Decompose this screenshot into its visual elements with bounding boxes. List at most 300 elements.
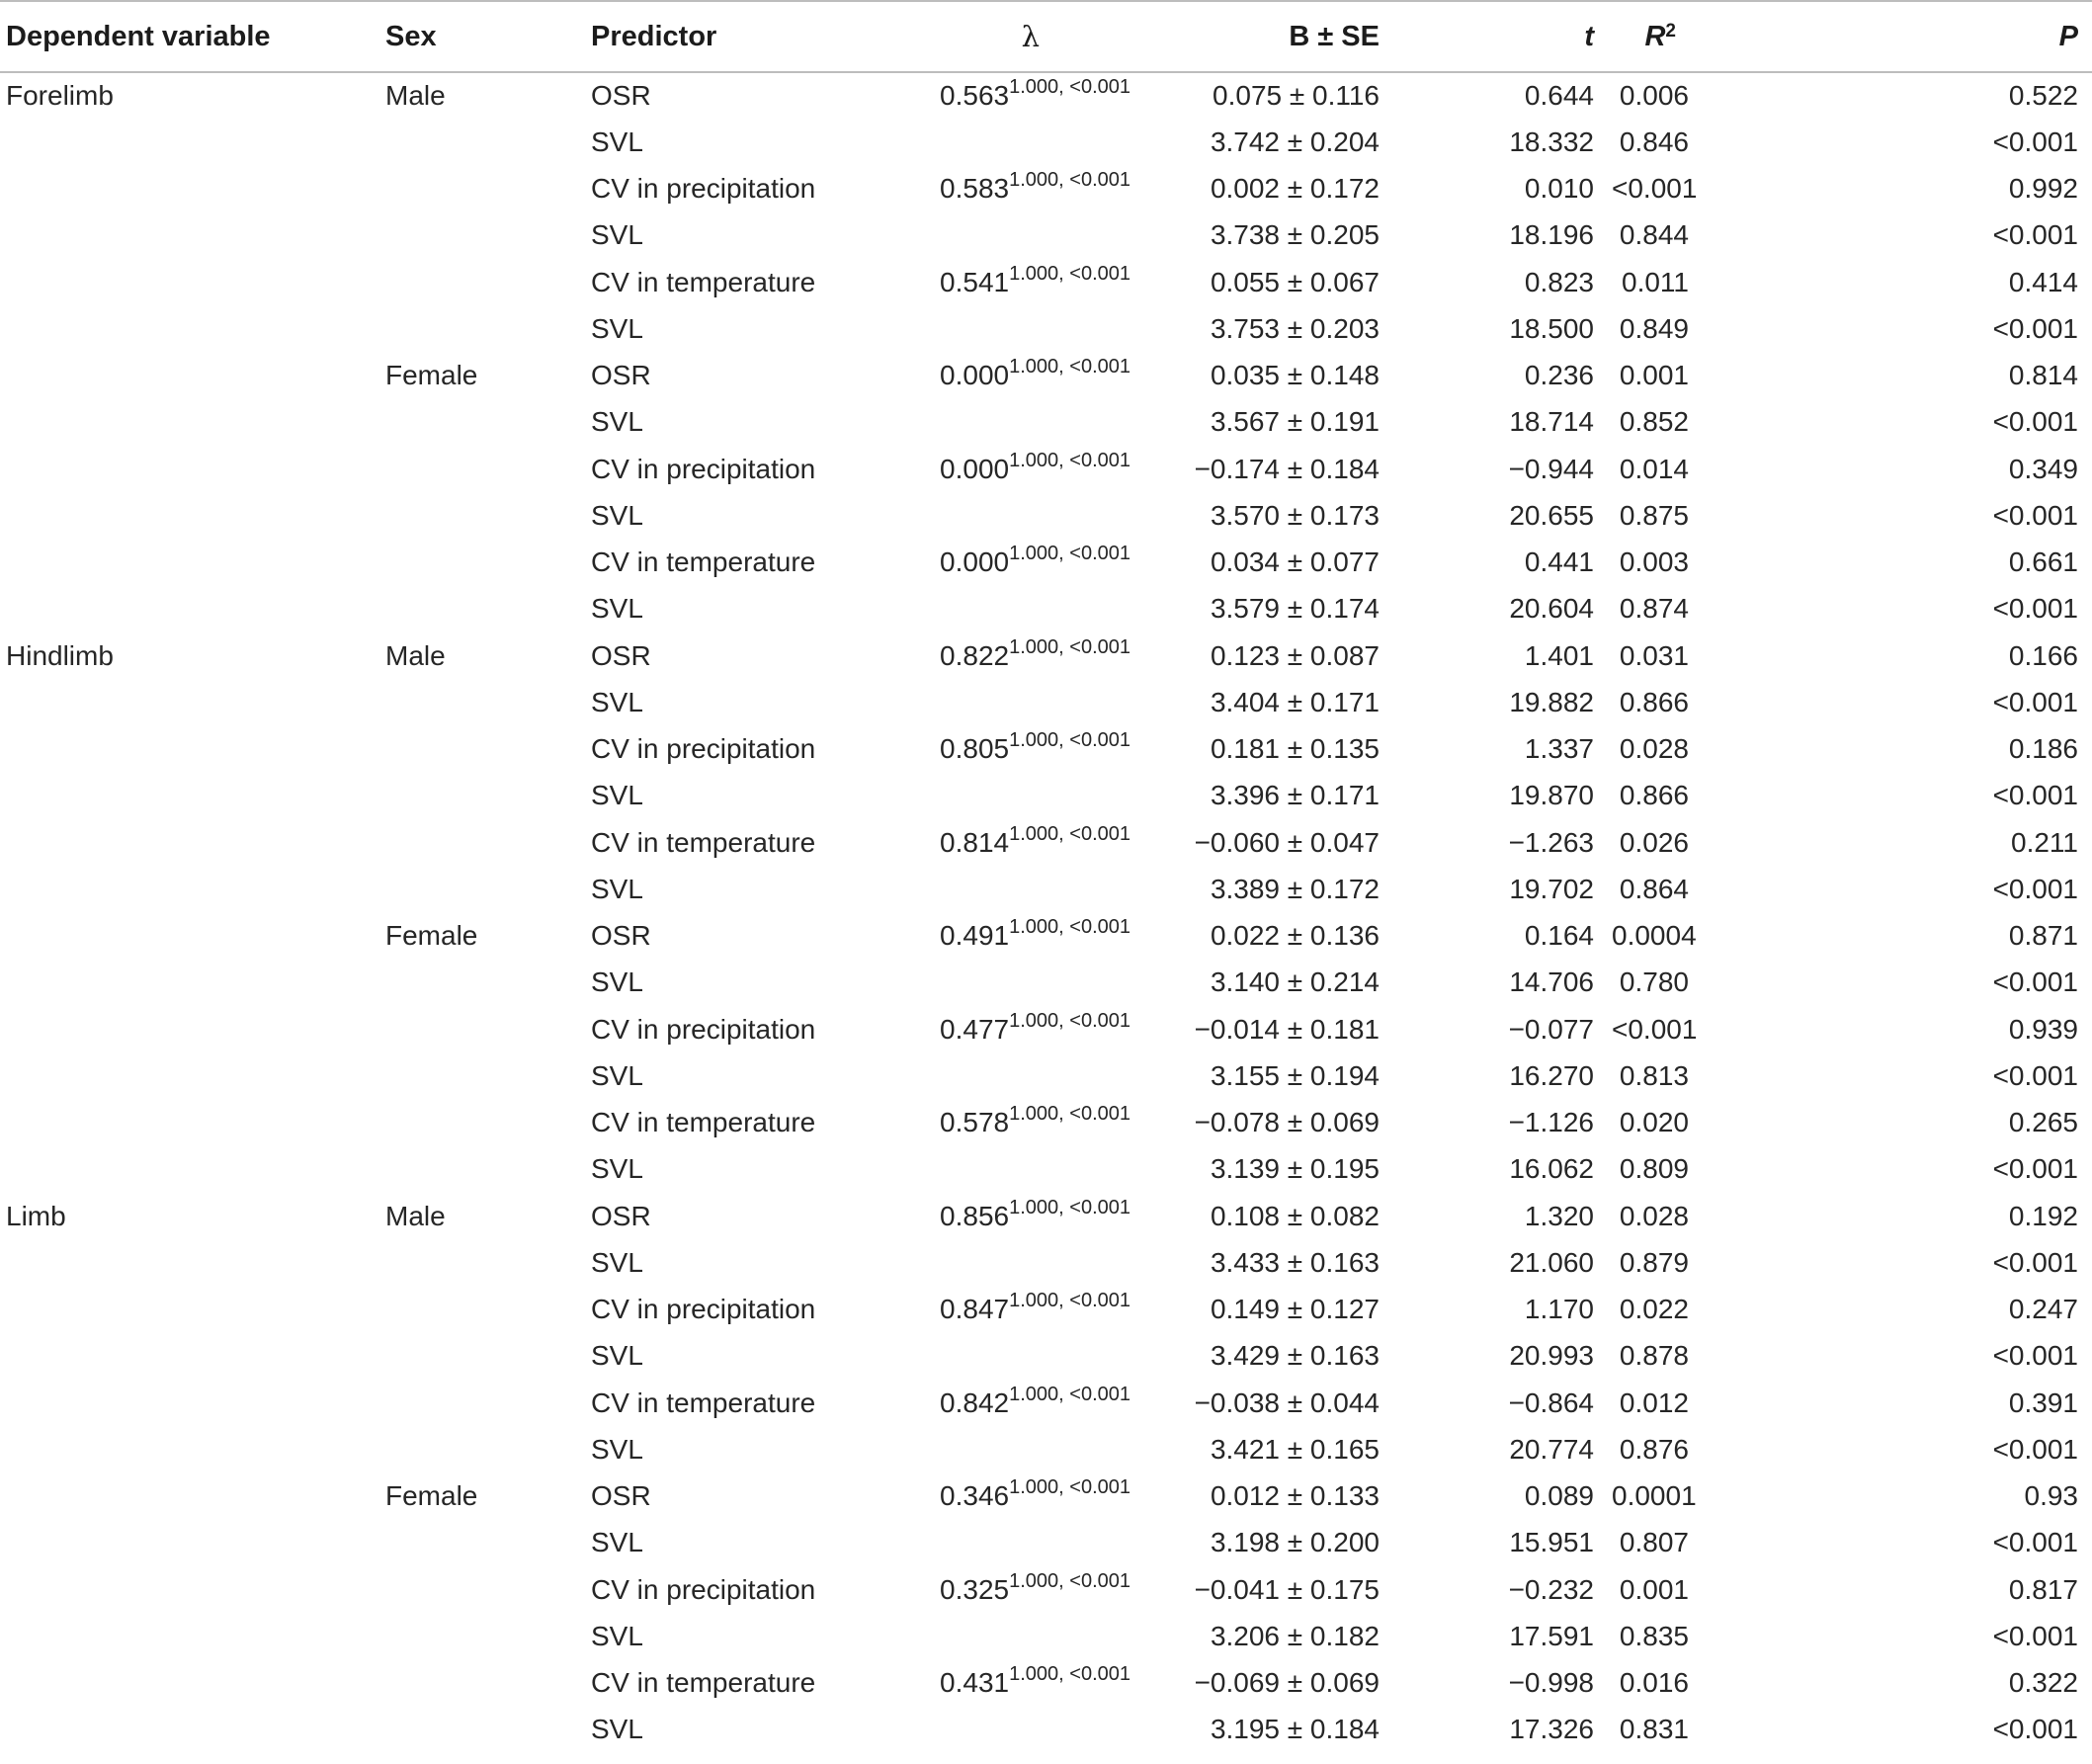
lambda-superscript: 1.000, <0.001 [1009,822,1130,845]
cell-sex [385,1613,591,1659]
cell-r-squared: 0.028 [1619,733,1689,765]
cell-lambda [927,632,1139,679]
cell-dependent-variable: Hindlimb [6,639,114,671]
cell-lambda [927,1660,1139,1707]
cell-p: 0.192 [2008,1200,2078,1231]
table-row [0,1380,2092,1426]
cell-dependent-variable [0,913,385,960]
cell-sex [385,1239,591,1286]
cell-r-squared: 0.006 [1619,80,1689,112]
cell-predictor: CV in precipitation [591,1013,816,1045]
cell-p: 0.414 [2008,266,2078,297]
cell-predictor: SVL [591,406,643,438]
cell-sex: Male [385,80,446,112]
cell-t: 20.655 [1509,499,1594,531]
cell-sex [385,259,591,305]
table-row [0,1287,2092,1333]
cell-t: −0.944 [1508,453,1594,484]
cell-dependent-variable [0,446,385,492]
cell-dependent-variable: Forelimb [6,80,114,112]
cell-lambda [927,726,1139,773]
cell-r-squared: 0.012 [1619,1386,1689,1418]
cell-r-squared: 0.014 [1619,453,1689,484]
table-row [0,1426,2092,1472]
table-row [0,72,2092,119]
cell-sex [385,1100,591,1146]
cell-predictor: SVL [591,966,643,998]
cell-lambda [927,1380,1139,1426]
lambda-superscript: 1.000, <0.001 [1009,1009,1130,1032]
cell-b-se: 3.429 ± 0.163 [1210,1340,1380,1372]
cell-p: 0.247 [2008,1294,2078,1325]
cell-sex [385,446,591,492]
cell-p: <0.001 [1992,1246,2078,1278]
cell-lambda [927,492,1139,539]
lambda-value: 0.856 [940,1200,1010,1231]
cell-p: 0.661 [2008,546,2078,578]
cell-dependent-variable: Limb [6,1200,66,1231]
cell-t: 14.706 [1509,966,1594,998]
cell-r-squared: 0.022 [1619,1294,1689,1325]
cell-b-se: 0.022 ± 0.136 [1210,920,1380,952]
cell-t: 19.702 [1509,873,1594,904]
cell-r-squared: 0.0004 [1612,920,1697,952]
cell-sex [385,586,591,632]
cell-t: 1.170 [1524,1294,1594,1325]
table-row [0,119,2092,165]
cell-sex [385,866,591,912]
cell-p: <0.001 [1992,1153,2078,1185]
cell-lambda [927,586,1139,632]
cell-p: 0.349 [2008,453,2078,484]
header-p: P [1908,1,2092,72]
cell-sex [385,399,591,446]
cell-lambda [927,540,1139,586]
table-row [0,866,2092,912]
cell-t: 19.870 [1509,780,1594,811]
cell-lambda [927,1100,1139,1146]
cell-b-se: 3.206 ± 0.182 [1210,1620,1380,1651]
table-body [0,72,2092,1753]
cell-t: 18.332 [1509,126,1594,157]
cell-r-squared: 0.0001 [1612,1480,1697,1512]
cell-predictor: CV in temperature [591,546,816,578]
cell-predictor: CV in temperature [591,826,816,858]
table-row [0,353,2092,399]
cell-b-se: −0.014 ± 0.181 [1194,1013,1380,1045]
cell-r-squared: 0.879 [1619,1246,1689,1278]
cell-predictor: SVL [591,873,643,904]
cell-r-squared: 0.020 [1619,1107,1689,1138]
cell-lambda [927,399,1139,446]
header-b-se: B ± SE [1139,1,1459,72]
cell-sex [385,119,591,165]
cell-lambda [927,1707,1139,1753]
cell-lambda [927,960,1139,1006]
lambda-superscript: 1.000, <0.001 [1009,1103,1130,1126]
cell-p: <0.001 [1992,686,2078,717]
lambda-superscript: 1.000, <0.001 [1009,1569,1130,1592]
table-row [0,1473,2092,1520]
table-row [0,1052,2092,1099]
cell-b-se: 0.034 ± 0.077 [1210,546,1380,578]
cell-sex [385,679,591,725]
cell-sex: Female [385,1480,478,1512]
cell-predictor: SVL [591,126,643,157]
cell-r-squared: 0.001 [1619,360,1689,391]
cell-t: 18.500 [1509,312,1594,344]
cell-b-se: 0.012 ± 0.133 [1210,1480,1380,1512]
cell-p: 0.93 [2024,1480,2078,1512]
cell-b-se: 3.421 ± 0.165 [1210,1433,1380,1465]
cell-r-squared: 0.031 [1619,639,1689,671]
cell-sex [385,773,591,819]
cell-lambda [927,212,1139,259]
header-r-squared-base: R [1644,20,1666,52]
cell-p: 0.265 [2008,1107,2078,1138]
table-row [0,1520,2092,1566]
cell-sex [385,726,591,773]
cell-p: 0.166 [2008,639,2078,671]
cell-p: 0.939 [2008,1013,2078,1045]
table-row [0,1100,2092,1146]
table-row [0,1193,2092,1239]
cell-sex [385,1426,591,1472]
cell-dependent-variable [0,119,385,165]
cell-b-se: 3.140 ± 0.214 [1210,966,1380,998]
cell-predictor: CV in temperature [591,1386,816,1418]
lambda-superscript: 1.000, <0.001 [1009,916,1130,939]
table-row [0,726,2092,773]
cell-dependent-variable [0,679,385,725]
cell-lambda [927,259,1139,305]
cell-predictor: OSR [591,920,651,952]
cell-b-se: 0.108 ± 0.082 [1210,1200,1380,1231]
cell-lambda [927,1473,1139,1520]
cell-lambda [927,773,1139,819]
cell-predictor: SVL [591,499,643,531]
cell-predictor: OSR [591,1480,651,1512]
cell-t: −1.126 [1508,1107,1594,1138]
cell-predictor: CV in temperature [591,1667,816,1699]
lambda-superscript: 1.000, <0.001 [1009,169,1130,192]
cell-sex [385,1520,591,1566]
cell-predictor: OSR [591,1200,651,1231]
cell-predictor: SVL [591,1153,643,1185]
lambda-value: 0.325 [940,1573,1010,1605]
cell-sex [385,1380,591,1426]
cell-lambda [927,72,1139,119]
lambda-superscript: 1.000, <0.001 [1009,543,1130,565]
cell-p: <0.001 [1992,1340,2078,1372]
cell-dependent-variable [0,1333,385,1380]
cell-dependent-variable [0,166,385,212]
cell-predictor: CV in precipitation [591,1573,816,1605]
cell-b-se: 0.055 ± 0.067 [1210,266,1380,297]
cell-dependent-variable [0,492,385,539]
cell-dependent-variable [0,1380,385,1426]
cell-t: 0.010 [1524,173,1594,205]
lambda-superscript: 1.000, <0.001 [1009,1663,1130,1686]
cell-b-se: 0.149 ± 0.127 [1210,1294,1380,1325]
cell-dependent-variable [0,1100,385,1146]
cell-r-squared: 0.813 [1619,1059,1689,1091]
cell-predictor: SVL [591,312,643,344]
cell-lambda [927,819,1139,866]
lambda-value: 0.491 [940,920,1010,952]
cell-predictor: CV in precipitation [591,733,816,765]
cell-predictor: SVL [591,1059,643,1091]
cell-dependent-variable [0,1052,385,1099]
cell-predictor: SVL [591,1246,643,1278]
cell-b-se: 3.155 ± 0.194 [1210,1059,1380,1091]
lambda-value: 0.842 [940,1386,1010,1418]
cell-p: <0.001 [1992,1620,2078,1651]
cell-p: 0.391 [2008,1386,2078,1418]
lambda-value: 0.578 [940,1107,1010,1138]
cell-dependent-variable [0,540,385,586]
cell-b-se: −0.060 ± 0.047 [1194,826,1380,858]
cell-sex [385,166,591,212]
table-row [0,819,2092,866]
cell-p: <0.001 [1992,1527,2078,1558]
cell-dependent-variable [0,1239,385,1286]
cell-lambda [927,1333,1139,1380]
cell-sex: Female [385,920,478,952]
table-row [0,586,2092,632]
table-row [0,913,2092,960]
lambda-superscript: 1.000, <0.001 [1009,729,1130,752]
cell-r-squared: 0.864 [1619,873,1689,904]
lambda-superscript: 1.000, <0.001 [1009,1476,1130,1499]
table-row [0,305,2092,352]
lambda-value: 0.346 [940,1480,1010,1512]
cell-lambda [927,1520,1139,1566]
cell-sex: Male [385,639,446,671]
lambda-value: 0.477 [940,1013,1010,1045]
cell-dependent-variable [0,259,385,305]
cell-b-se: 3.567 ± 0.191 [1210,406,1380,438]
header-r-squared [1612,1,1908,72]
cell-predictor: OSR [591,80,651,112]
cell-t: 0.164 [1524,920,1594,952]
cell-sex [385,540,591,586]
cell-predictor: CV in temperature [591,266,816,297]
cell-t: 20.774 [1509,1433,1594,1465]
lambda-value: 0.814 [940,826,1010,858]
cell-predictor: SVL [591,780,643,811]
cell-t: 1.337 [1524,733,1594,765]
header-t: t [1459,1,1612,72]
cell-r-squared: 0.001 [1619,1573,1689,1605]
cell-dependent-variable [0,1146,385,1193]
cell-dependent-variable [0,819,385,866]
cell-lambda [927,446,1139,492]
lambda-superscript: 1.000, <0.001 [1009,1196,1130,1218]
cell-sex [385,1052,591,1099]
lambda-superscript: 1.000, <0.001 [1009,76,1130,99]
cell-t: 19.882 [1509,686,1594,717]
table-row [0,1566,2092,1613]
lambda-value: 0.822 [940,639,1010,671]
cell-sex [385,819,591,866]
cell-t: 20.993 [1509,1340,1594,1372]
cell-sex [385,1566,591,1613]
cell-p: 0.211 [2011,826,2078,858]
cell-predictor: CV in precipitation [591,173,816,205]
cell-p: 0.992 [2008,173,2078,205]
lambda-value: 0.000 [940,360,1010,391]
cell-r-squared: 0.876 [1619,1433,1689,1465]
cell-predictor: CV in precipitation [591,453,816,484]
cell-t: 20.604 [1509,593,1594,625]
cell-dependent-variable [0,1613,385,1659]
cell-r-squared: 0.874 [1619,593,1689,625]
cell-r-squared: 0.831 [1619,1714,1689,1745]
cell-b-se: 3.433 ± 0.163 [1210,1246,1380,1278]
cell-sex [385,1333,591,1380]
table-header [0,1,2092,72]
header-sex: Sex [385,1,591,72]
header-r-squared-exponent: 2 [1665,20,1676,42]
cell-dependent-variable [0,1006,385,1052]
cell-r-squared: 0.878 [1619,1340,1689,1372]
cell-b-se: 3.570 ± 0.173 [1210,499,1380,531]
cell-b-se: 0.123 ± 0.087 [1210,639,1380,671]
lambda-superscript: 1.000, <0.001 [1009,356,1130,378]
cell-r-squared: 0.852 [1619,406,1689,438]
cell-b-se: −0.069 ± 0.069 [1194,1667,1380,1699]
cell-dependent-variable [0,866,385,912]
cell-lambda [927,1566,1139,1613]
cell-lambda [927,1426,1139,1472]
cell-b-se: 3.579 ± 0.174 [1210,593,1380,625]
cell-b-se: −0.174 ± 0.184 [1194,453,1380,484]
cell-dependent-variable [0,1287,385,1333]
cell-t: 21.060 [1509,1246,1594,1278]
cell-sex [385,1660,591,1707]
cell-t: 15.951 [1509,1527,1594,1558]
cell-t: 16.270 [1509,1059,1594,1091]
lambda-superscript: 1.000, <0.001 [1009,1290,1130,1312]
cell-p: 0.814 [2008,360,2078,391]
cell-r-squared: 0.866 [1619,780,1689,811]
cell-r-squared: 0.003 [1619,546,1689,578]
cell-dependent-variable [0,726,385,773]
cell-t: 18.714 [1509,406,1594,438]
cell-b-se: 3.389 ± 0.172 [1210,873,1380,904]
cell-r-squared: 0.016 [1619,1667,1689,1699]
cell-predictor: SVL [591,1340,643,1372]
cell-p: 0.871 [2008,920,2078,952]
cell-predictor: OSR [591,360,651,391]
cell-p: <0.001 [1992,873,2078,904]
cell-t: 16.062 [1509,1153,1594,1185]
cell-p: <0.001 [1992,593,2078,625]
cell-p: <0.001 [1992,312,2078,344]
cell-r-squared: 0.835 [1619,1620,1689,1651]
cell-sex [385,1707,591,1753]
cell-lambda [927,1287,1139,1333]
cell-t: 17.326 [1509,1714,1594,1745]
cell-p: <0.001 [1992,126,2078,157]
cell-r-squared: 0.866 [1619,686,1689,717]
table-row [0,212,2092,259]
cell-t: 0.441 [1524,546,1594,578]
cell-lambda [927,866,1139,912]
cell-b-se: 3.198 ± 0.200 [1210,1527,1380,1558]
cell-p: <0.001 [1992,966,2078,998]
cell-r-squared: 0.026 [1619,826,1689,858]
cell-sex [385,960,591,1006]
cell-p: 0.817 [2008,1573,2078,1605]
cell-t: 1.320 [1524,1200,1594,1231]
cell-t: 0.236 [1524,360,1594,391]
cell-dependent-variable [0,212,385,259]
table-row [0,1707,2092,1753]
cell-r-squared: 0.011 [1622,266,1689,297]
cell-predictor: SVL [591,1620,643,1651]
cell-dependent-variable [0,399,385,446]
header-dependent-variable: Dependent variable [0,1,385,72]
cell-r-squared: 0.809 [1619,1153,1689,1185]
cell-p: 0.322 [2008,1667,2078,1699]
table-row [0,632,2092,679]
header-row [0,1,2092,72]
cell-t: 0.823 [1524,266,1594,297]
cell-t: 1.401 [1524,639,1594,671]
lambda-superscript: 1.000, <0.001 [1009,262,1130,285]
lambda-superscript: 1.000, <0.001 [1009,449,1130,471]
cell-t: 17.591 [1509,1620,1594,1651]
cell-predictor: CV in temperature [591,1107,816,1138]
lambda-value: 0.431 [940,1667,1010,1699]
cell-sex: Female [385,360,478,391]
lambda-value: 0.563 [940,80,1010,112]
cell-dependent-variable [0,1707,385,1753]
cell-b-se: 0.002 ± 0.172 [1210,173,1380,205]
lambda-value: 0.000 [940,453,1010,484]
cell-dependent-variable [0,1426,385,1472]
table-row [0,540,2092,586]
cell-lambda [927,1146,1139,1193]
table-row [0,399,2092,446]
cell-lambda [927,1239,1139,1286]
cell-p: 0.186 [2008,733,2078,765]
cell-b-se: 3.742 ± 0.204 [1210,126,1380,157]
cell-sex [385,492,591,539]
cell-predictor: SVL [591,686,643,717]
lambda-value: 0.000 [940,546,1010,578]
cell-b-se: 3.396 ± 0.171 [1210,780,1380,811]
cell-r-squared: <0.001 [1612,1013,1698,1045]
cell-t: 18.196 [1509,219,1594,251]
table-row [0,960,2092,1006]
cell-predictor: SVL [591,219,643,251]
cell-t: −0.864 [1508,1386,1594,1418]
cell-p: <0.001 [1992,499,2078,531]
cell-b-se: 3.195 ± 0.184 [1210,1714,1380,1745]
cell-r-squared: 0.844 [1619,219,1689,251]
table-row [0,1613,2092,1659]
cell-b-se: −0.038 ± 0.044 [1194,1386,1380,1418]
cell-r-squared: <0.001 [1612,173,1698,205]
cell-p: <0.001 [1992,406,2078,438]
cell-sex [385,1287,591,1333]
cell-dependent-variable [0,586,385,632]
cell-dependent-variable [0,1473,385,1520]
cell-t: −1.263 [1508,826,1594,858]
